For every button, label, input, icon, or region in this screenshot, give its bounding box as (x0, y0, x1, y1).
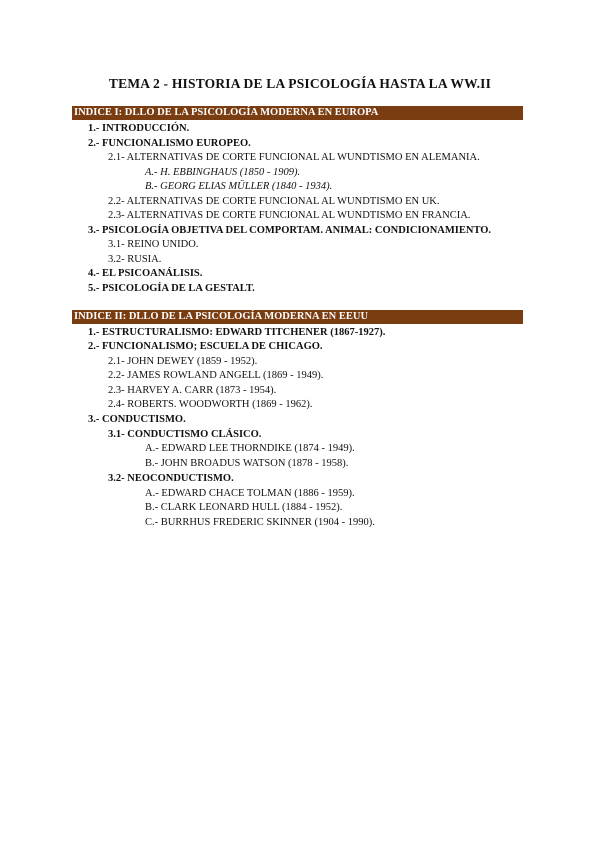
outline-item: 2.- FUNCIONALISMO EUROPEO. (88, 138, 251, 149)
outline-subitem: 2.1- ALTERNATIVAS DE CORTE FUNCIONAL AL WUNDTISMO EN ALEMANIA. (108, 152, 480, 163)
outline-item: 1.- ESTRUCTURALISMO: EDWARD TITCHENER (1867-1927). (88, 327, 386, 338)
outline-item: 3.- CONDUCTISMO. (88, 414, 186, 425)
outline-subsubitem: A.- EDWARD LEE THORNDIKE (1874 - 1949). (145, 443, 355, 454)
outline-subitem: 2.3- ALTERNATIVAS DE CORTE FUNCIONAL AL WUNDTISMO EN FRANCIA. (108, 210, 471, 221)
outline-item: 4.- EL PSICOANÁLISIS. (88, 268, 203, 279)
outline-item: 1.- INTRODUCCIÓN. (88, 123, 190, 134)
section-header-europe: INDICE I: DLLO DE LA PSICOLOGÍA MODERNA EN EUROPA (72, 106, 523, 120)
outline-subitem: 3.2- RUSIA. (108, 254, 162, 265)
outline-subitem: 2.1- JOHN DEWEY (1859 - 1952). (108, 356, 258, 367)
outline-subitem: 3.2- NEOCONDUCTISMO. (108, 473, 234, 484)
outline-item: 3.- PSICOLOGÍA OBJETIVA DEL COMPORTAM. ANIMAL: CONDICIONAMIENTO. (88, 225, 492, 236)
outline-subsubitem: B.- GEORG ELIAS MÜLLER (1840 - 1934). (145, 181, 333, 192)
outline-subitem: 2.3- HARVEY A. CARR (1873 - 1954). (108, 385, 277, 396)
outline-subitem: 3.1- CONDUCTISMO CLÁSICO. (108, 429, 262, 440)
outline-subsubitem: C.- BURRHUS FREDERIC SKINNER (1904 - 1990). (145, 517, 375, 528)
outline-subitem: 2.4- ROBERTS. WOODWORTH (1869 - 1962). (108, 399, 313, 410)
page-title: TEMA 2 - HISTORIA DE LA PSICOLOGÍA HASTA LA WW.II (108, 76, 492, 91)
outline-subitem: 2.2- ALTERNATIVAS DE CORTE FUNCIONAL AL WUNDTISMO EN UK. (108, 196, 440, 207)
outline-subsubitem: A.- H. EBBINGHAUS (1850 - 1909). (145, 167, 301, 178)
outline-subitem: 3.1- REINO UNIDO. (108, 239, 199, 250)
outline-subsubitem: A.- EDWARD CHACE TOLMAN (1886 - 1959). (145, 488, 355, 499)
outline-item: 5.- PSICOLOGÍA DE LA GESTALT. (88, 283, 255, 294)
outline-subsubitem: B.- CLARK LEONARD HULL (1884 - 1952). (145, 502, 343, 513)
section-header-eeuu: INDICE II: DLLO DE LA PSICOLOGÍA MODERNA EN EEUU (72, 310, 523, 324)
outline-subitem: 2.2- JAMES ROWLAND ANGELL (1869 - 1949). (108, 370, 324, 381)
outline-item: 2.- FUNCIONALISMO; ESCUELA DE CHICAGO. (88, 341, 323, 352)
outline-subsubitem: B.- JOHN BROADUS WATSON (1878 - 1958). (145, 458, 349, 469)
